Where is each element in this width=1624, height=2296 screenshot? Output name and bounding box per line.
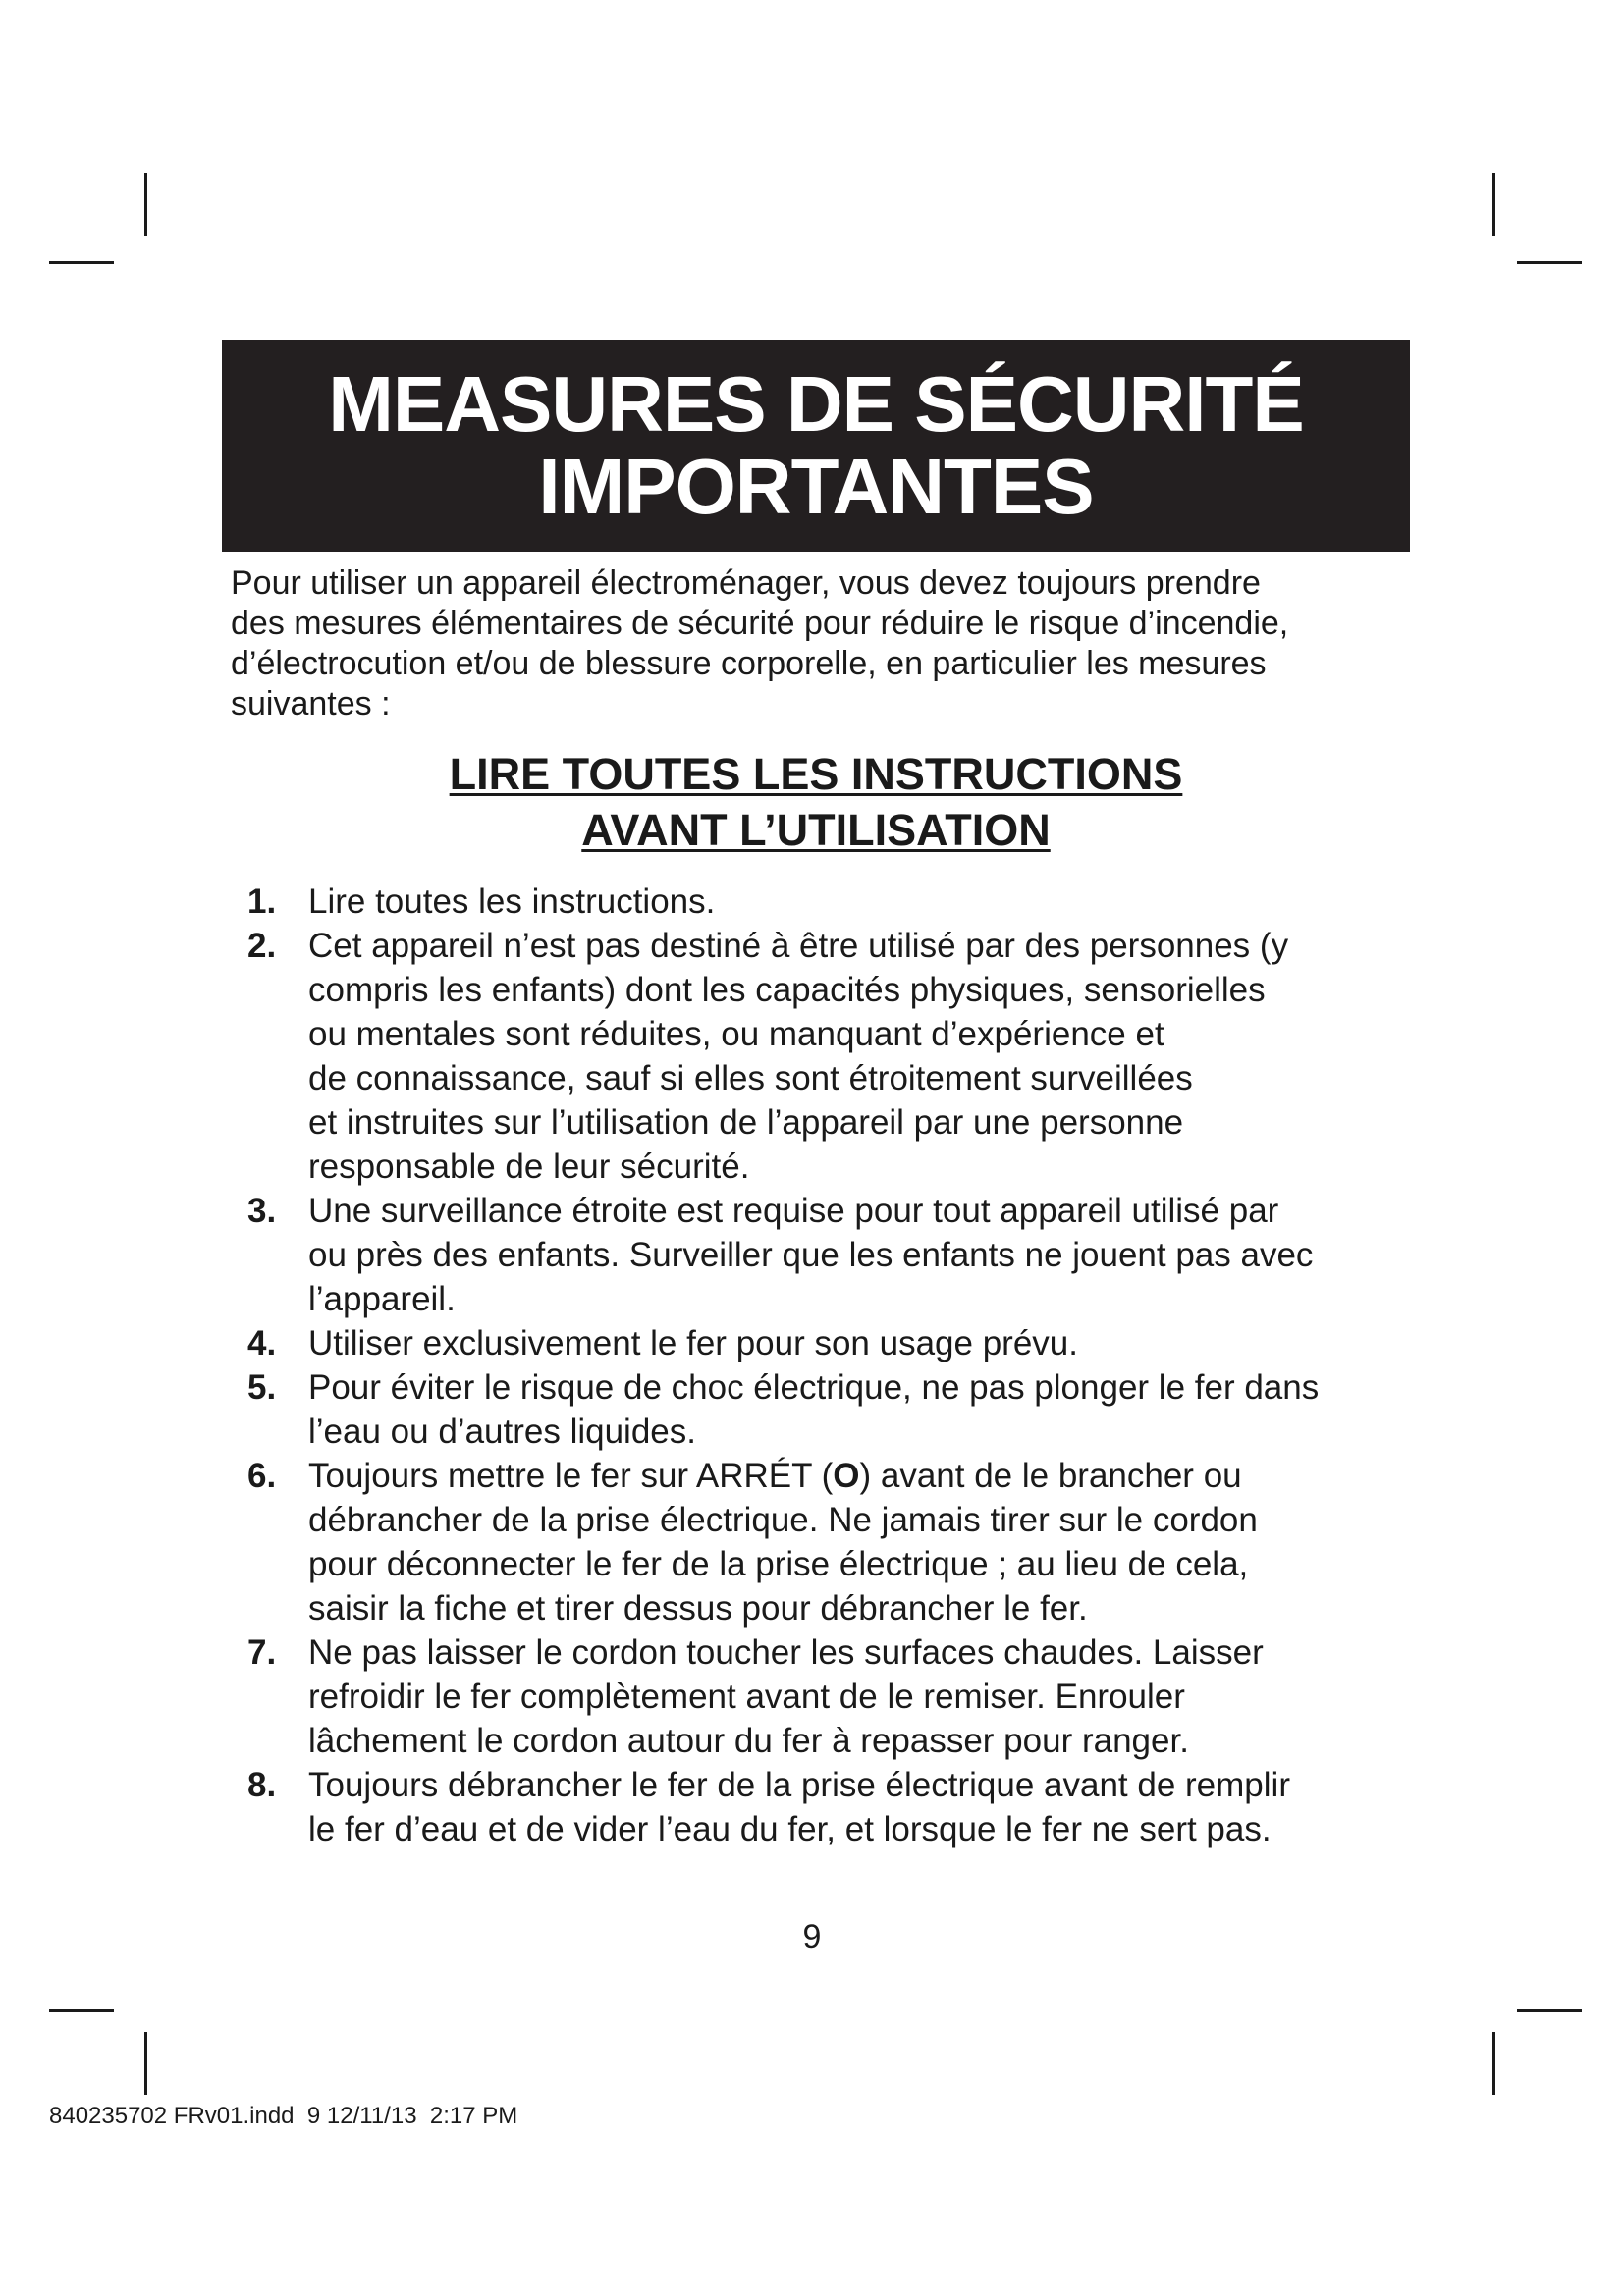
item-text-line: saisir la fiche et tirer dessus pour débrancher le fer. bbox=[308, 1589, 1088, 1628]
intro-line: Pour utiliser un appareil électroménager, vous devez toujours prendre bbox=[231, 564, 1261, 602]
item-text-line: refroidir le fer complètement avant de le remiser. Enrouler bbox=[308, 1678, 1185, 1716]
crop-mark-bottom-left-vertical bbox=[144, 2032, 147, 2095]
item-text-line: Cet appareil n’est pas destiné à être utilisé par des personnes (y bbox=[308, 927, 1289, 965]
page-number: 9 bbox=[802, 1918, 822, 1955]
item-number: 6. bbox=[247, 1457, 277, 1495]
item-number: 8. bbox=[247, 1766, 277, 1804]
item-text-line: Lire toutes les instructions. bbox=[308, 882, 716, 921]
title-line-2: IMPORTANTES bbox=[538, 443, 1094, 530]
slug-page: 9 bbox=[306, 2103, 321, 2129]
item-number: 2. bbox=[247, 927, 277, 965]
list-item bbox=[247, 880, 1426, 924]
crop-mark-top-left-horizontal bbox=[49, 261, 114, 264]
item-text-line: responsable de leur sécurité. bbox=[308, 1148, 750, 1186]
list-item bbox=[247, 1189, 1426, 1321]
crop-mark-top-left-vertical bbox=[144, 173, 147, 236]
item-text-line: Toujours débrancher le fer de la prise électrique avant de remplir bbox=[308, 1766, 1290, 1804]
item-text-line: débrancher de la prise électrique. Ne jamais tirer sur le cordon bbox=[308, 1501, 1258, 1539]
item-number: 1. bbox=[247, 882, 277, 921]
instructions-heading-line-1: LIRE TOUTES LES INSTRUCTIONS bbox=[449, 749, 1183, 799]
crop-mark-top-right-vertical bbox=[1492, 173, 1495, 236]
intro-line: des mesures élémentaires de sécurité pour réduire le risque d’incendie, bbox=[231, 605, 1289, 642]
item-text-line: ou mentales sont réduites, ou manquant d’expérience et bbox=[308, 1015, 1164, 1053]
item-text-line: Utiliser exclusivement le fer pour son usage prévu. bbox=[308, 1324, 1078, 1362]
crop-mark-top-right-horizontal bbox=[1517, 261, 1582, 264]
item-text-line: ou près des enfants. Surveiller que les enfants ne jouent pas avec bbox=[308, 1236, 1314, 1274]
item-number: 7. bbox=[247, 1633, 277, 1672]
item-number: 4. bbox=[247, 1324, 277, 1362]
list-item bbox=[247, 1763, 1426, 1851]
instructions-heading bbox=[222, 746, 1410, 858]
item-text-fragment: ) avant de le brancher ou bbox=[859, 1457, 1242, 1495]
item-text-line: Une surveillance étroite est requise pour tout appareil utilisé par bbox=[308, 1192, 1279, 1230]
item-text-line bbox=[308, 1454, 1426, 1498]
item-text-line: et instruites sur l’utilisation de l’appareil par une personne bbox=[308, 1103, 1184, 1142]
intro-line: suivantes : bbox=[231, 685, 391, 722]
print-slug bbox=[49, 2103, 517, 2130]
item-text-fragment: Toujours mettre le fer sur ARRÉT ( bbox=[308, 1457, 834, 1495]
item-text-line: Ne pas laisser le cordon toucher les surfaces chaudes. Laisser bbox=[308, 1633, 1264, 1672]
list-item bbox=[247, 924, 1426, 1189]
list-item bbox=[247, 1321, 1426, 1365]
item-text-line: de connaissance, sauf si elles sont étroitement surveillées bbox=[308, 1059, 1193, 1097]
off-symbol: O bbox=[833, 1457, 860, 1495]
list-item bbox=[247, 1454, 1426, 1630]
slug-file: 840235702 FRv01.indd bbox=[49, 2103, 295, 2129]
instructions-heading-line-2: AVANT L’UTILISATION bbox=[581, 805, 1051, 855]
crop-mark-bottom-right-horizontal bbox=[1517, 2009, 1582, 2012]
intro-line: d’électrocution et/ou de blessure corporelle, en particulier les mesures bbox=[231, 645, 1267, 682]
crop-mark-bottom-left-horizontal bbox=[49, 2009, 114, 2012]
slug-date: 12/11/13 bbox=[326, 2103, 417, 2129]
item-text-line: l’eau ou d’autres liquides. bbox=[308, 1413, 696, 1451]
item-text-line: pour déconnecter le fer de la prise électrique ; au lieu de cela, bbox=[308, 1545, 1249, 1583]
safety-instructions-list bbox=[247, 880, 1426, 1851]
list-item bbox=[247, 1365, 1426, 1454]
item-text-line: Pour éviter le risque de choc électrique, ne pas plonger le fer dans bbox=[308, 1368, 1320, 1407]
item-text-line: l’appareil. bbox=[308, 1280, 456, 1318]
title-line-1: MEASURES DE SÉCURITÉ bbox=[328, 360, 1304, 448]
slug-time: 2:17 PM bbox=[429, 2103, 518, 2129]
item-text-line: le fer d’eau et de vider l’eau du fer, et lorsque le fer ne sert pas. bbox=[308, 1810, 1272, 1848]
intro-paragraph bbox=[231, 563, 1419, 724]
item-text-line: lâchement le cordon autour du fer à repasser pour ranger. bbox=[308, 1722, 1189, 1760]
title-banner bbox=[222, 340, 1410, 552]
item-text-line: compris les enfants) dont les capacités physiques, sensorielles bbox=[308, 971, 1266, 1009]
list-item bbox=[247, 1630, 1426, 1763]
crop-mark-bottom-right-vertical bbox=[1492, 2032, 1495, 2095]
item-number: 3. bbox=[247, 1192, 277, 1230]
item-number: 5. bbox=[247, 1368, 277, 1407]
